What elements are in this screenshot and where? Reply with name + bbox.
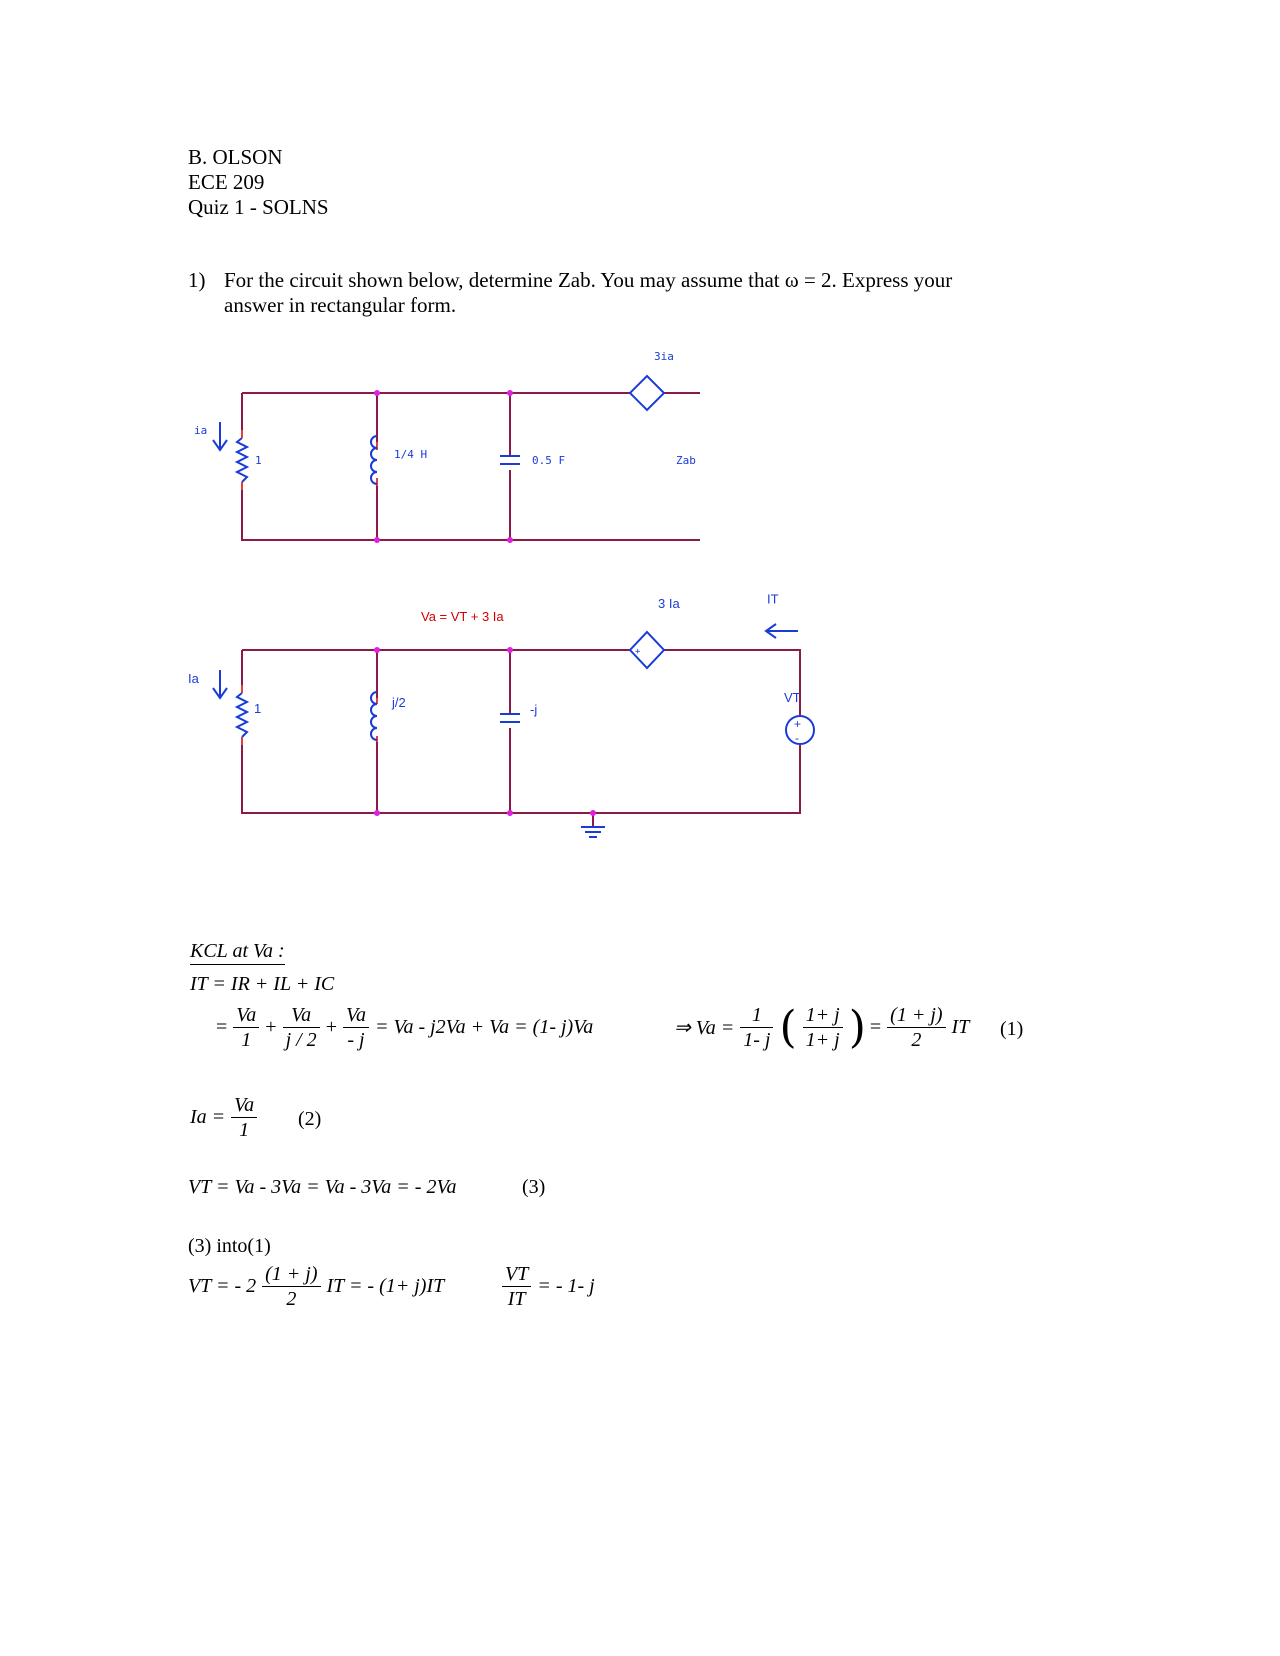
question-line-2: answer in rectangular form. <box>224 293 457 317</box>
course-code: ECE 209 <box>188 170 265 194</box>
voltage-source-symbol <box>786 716 814 745</box>
source-label: 3ia <box>654 350 674 363</box>
capacitor-label: -j <box>530 702 538 717</box>
dependent-source-symbol <box>630 376 664 410</box>
ground-icon <box>581 827 605 837</box>
resistor-label: 1 <box>255 454 262 467</box>
test-current-arrow-icon <box>766 624 798 638</box>
author-name: B. OLSON <box>188 145 283 169</box>
circuit-diagram-2 <box>180 590 820 860</box>
equation-4: VT = - 2 $\frac{(1 + j)}{2}$ IT = - (1+ j)IT <box>188 1263 445 1310</box>
circuit-1-wires <box>242 393 700 540</box>
svg-text:+: + <box>794 717 802 731</box>
current-label: ia <box>194 424 208 437</box>
question-number: 1) <box>188 268 206 292</box>
equation-3-tag: (3) <box>522 1176 546 1198</box>
circuit-2-wires <box>242 650 800 827</box>
current-arrow-icon <box>213 670 227 698</box>
capacitor-symbol <box>500 714 520 722</box>
substitution-title: (3) into(1) <box>188 1235 271 1257</box>
svg-text:-: - <box>795 731 799 745</box>
kcl-title: KCL at Va : <box>190 940 285 965</box>
circuit-diagram-1 <box>180 350 740 580</box>
quiz-title: Quiz 1 - SOLNS <box>188 195 329 219</box>
equation-2: Ia = $\frac{Va}{1}$ <box>190 1093 259 1142</box>
capacitor-symbol <box>500 456 520 464</box>
test-voltage-label: VT <box>784 690 801 705</box>
test-current-label: IT <box>767 591 779 607</box>
current-label: Ia <box>188 671 199 686</box>
circuit-2-nodes <box>374 647 596 816</box>
node-voltage-label: Va = VT + 3 Ia <box>421 609 504 624</box>
resistor-label: 1 <box>254 701 262 716</box>
equation-2-tag: (2) <box>298 1108 322 1130</box>
current-arrow-icon <box>213 422 227 450</box>
circuit-1-nodes <box>374 390 513 543</box>
equation-1: = $\frac{Va}{1}$ + $\frac{Va}{j / 2}$ + $\frac{Va}{- j}$ = Va - j2Va + Va = (1- j)Va <box>216 1004 594 1051</box>
question-line-1: For the circuit shown below, determine Zab. You may assume that ω = 2. Express your <box>224 268 953 292</box>
capacitor-label: 0.5 F <box>532 454 566 467</box>
source-label: 3 Ia <box>658 596 680 611</box>
svg-text:+: + <box>635 647 641 657</box>
equation-1-tag: (1) <box>1000 1018 1024 1040</box>
final-answer: $\frac{VT}{IT}$ = - 1- j <box>500 1262 595 1311</box>
equation-3: VT = Va - 3Va = Va - 3Va = - 2Va <box>188 1176 457 1198</box>
resistor-symbol <box>237 693 247 737</box>
kcl-line: IT = IR + IL + IC <box>190 973 335 995</box>
inductor-label: j/2 <box>392 695 406 710</box>
resistor-symbol <box>237 438 247 482</box>
terminal-label: Zab <box>676 454 696 467</box>
equation-1-result: ⇒ Va = $\frac{1}{1- j}$ ( $\frac{1+ j}{1+ j}$ ) = $\frac{(1 + j)}{2}$ IT <box>674 1001 970 1053</box>
inductor-label: 1/4 H <box>394 448 428 461</box>
